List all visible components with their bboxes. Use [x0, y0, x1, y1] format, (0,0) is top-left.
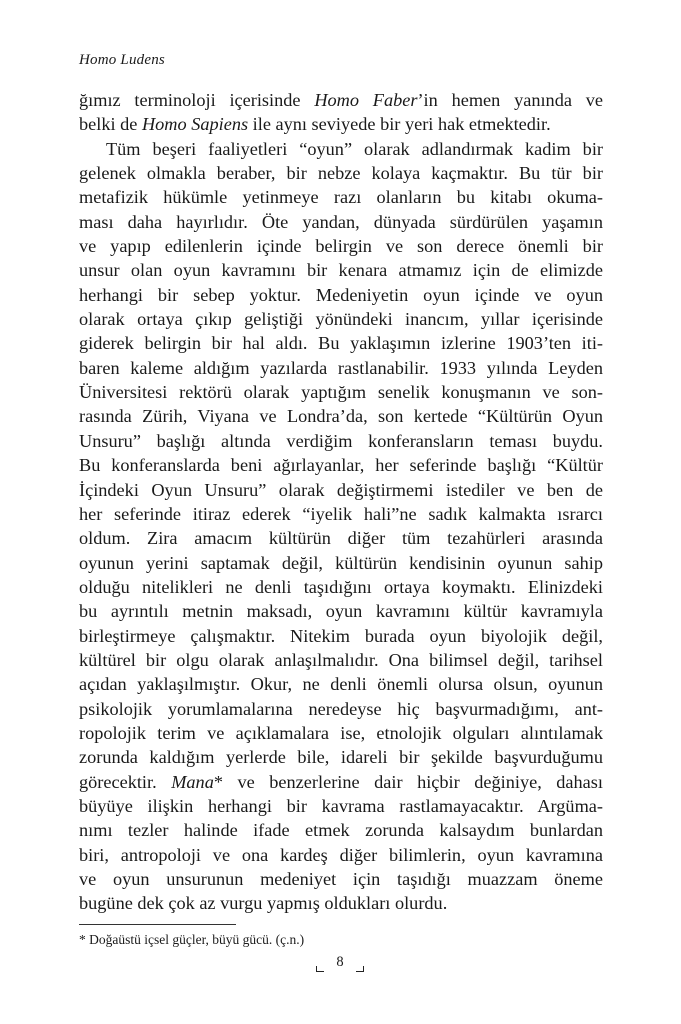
text-line: ve oyun unsurunun medeniyet için taşıdığı muazzam öneme: [79, 869, 603, 889]
page-number-marker: [316, 954, 364, 972]
text-line: her seferinde itiraz ederek “iyelik hali”ne sadık kalmakta ısrarcı: [79, 503, 603, 524]
text-line: Üniversitesi rektörü olarak yaptığım senelik konuşmanın ve son-: [79, 382, 603, 403]
text-line: oldum. Zira amacım kültürün diğer tüm tezahürleri arasında: [79, 528, 603, 549]
text-line: herhangi bir sebep yoktur. Medeniyetin oyun içinde ve oyun: [79, 284, 603, 305]
page-bracket-right: [356, 966, 364, 972]
body-text: [79, 88, 603, 916]
text-line: kültürel bir olgu olarak anlaşılmalıdır. Ona bilimsel değil, tarihsel: [79, 649, 603, 670]
text-line: gelenek olmakla beraber, bir nebze kolaya kaçmaktır. Bu tür bir: [79, 163, 603, 184]
text-line: Tüm beşeri faaliyetleri “oyun” olarak adlandırmak kadim bir: [106, 138, 603, 159]
text-line: ropolojik terim ve açıklamalara ise, etnolojik olguları alıntılamak: [79, 722, 603, 743]
text-line: belki de Homo Sapiens ile aynı seviyede bir yeri hak etmektedir.: [79, 114, 551, 135]
text-line: psikolojik yorumlamalarına neredeyse hiç başvurmadığımı, ant-: [79, 698, 603, 719]
text-line: büyüye ilişkin herhangi bir kavrama rastlamayacaktır. Argüma-: [79, 795, 603, 816]
text-line: Bu konferanslarda beni ağırlayanlar, her seferinde başlığı “Kültür: [79, 455, 603, 476]
text-line: unsur olan oyun kavramını bir kenara atmamız için de elimizde: [79, 260, 603, 281]
text-line: ması daha hayırlıdır. Öte yandan, dünyada sürdürülen yaşamın: [79, 211, 603, 232]
text-line: görecektir. Mana* ve benzerlerine dair hiçbir değiniye, dahası: [79, 771, 603, 792]
footnote: * Doğaüstü içsel güçler, büyü gücü. (ç.n.): [79, 932, 305, 947]
text-line: metafizik hükümle yetinmeye razı olanların bu kitabı okuma-: [79, 187, 603, 208]
text-line: ğımız terminoloji içerisinde Homo Faber’in hemen yanında ve: [79, 90, 603, 110]
text-line: açıdan yaklaşılmıştır. Okur, ne denli önemli olursa olsun, oyunun: [79, 674, 603, 695]
text-line: giderek belirgin bir hal aldı. Bu yaklaşımın izlerine 1903’ten iti-: [79, 333, 603, 354]
running-head: Homo Ludens: [79, 52, 165, 68]
text-line: olduğu nitelikleri ne denli taşıdığını ortaya koymaktı. Elinizdeki: [79, 576, 603, 597]
text-line: bu ayrıntılı metnin maksadı, oyun kavramını kültür kavramıyla: [79, 601, 603, 622]
text-line: olarak ortaya çıkıp geliştiği yönündeki inancım, yıllar içerisinde: [79, 309, 603, 330]
text-line: zorunda kaldığım yerlerde bile, idareli bir şekilde başvurduğumu: [79, 747, 603, 768]
footnote-divider: [79, 924, 236, 925]
text-line: biri, antropoloji ve ona kardeş diğer bilimlerin, oyun kavramına: [79, 844, 603, 865]
text-line: ve yapıp edilenlerin içinde belirgin ve son derece önemli bir: [79, 236, 603, 257]
page-number: 8: [336, 954, 344, 970]
text-line: Unsuru” başlığı altında verdiğim konferansların teması buydu.: [79, 430, 603, 451]
text-line: İçindeki Oyun Unsuru” olarak değiştirmemi istediler ve ben de: [79, 479, 603, 500]
page-bracket-left: [316, 966, 324, 972]
text-line: nımı tezler halinde ifade etmek zorunda kalsaydım bunlardan: [79, 820, 603, 841]
text-line: bugüne dek çok az vurgu yapmış oldukları olurdu.: [79, 893, 448, 914]
text-line: birleştirmeye çalışmaktır. Nitekim burada oyun biyolojik değil,: [79, 625, 603, 646]
text-line: oyunun yerini saptamak değil, kültürün kendisinin oyunun sahip: [79, 552, 603, 573]
text-line: baren kaleme aldığım yazılarda rastlanabilir. 1933 yılında Leyden: [79, 357, 603, 378]
text-line: rasında Zürih, Viyana ve Londra’da, son kertede “Kültürün Oyun: [79, 406, 603, 427]
